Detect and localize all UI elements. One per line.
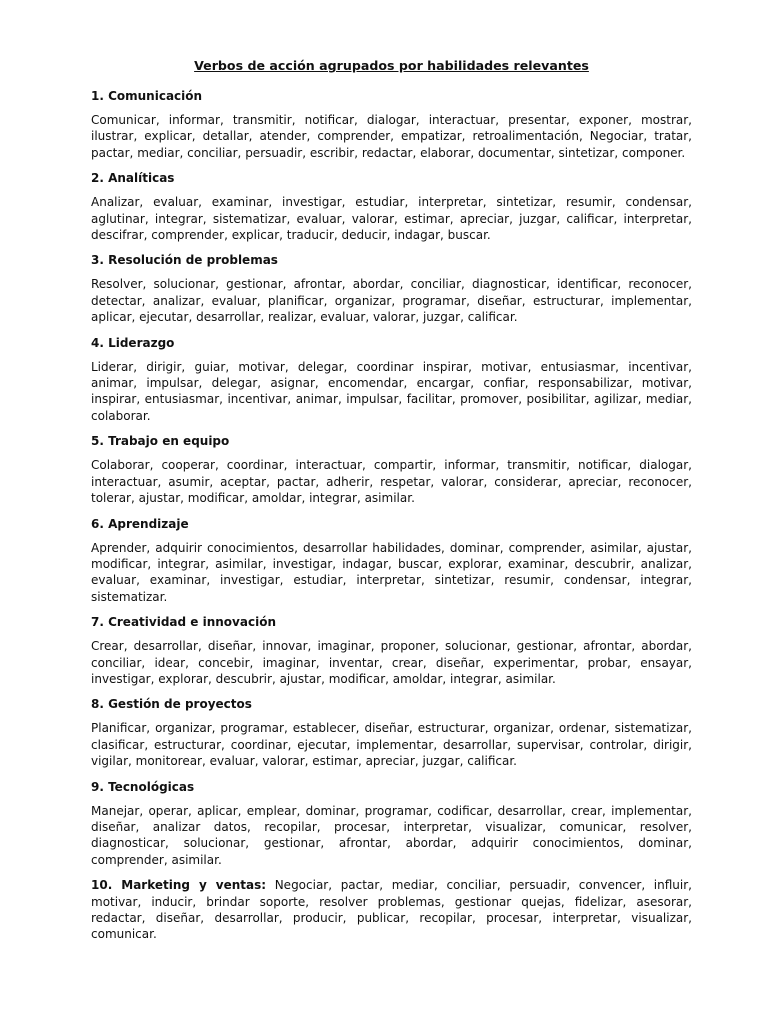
section-body-trabajo-equipo: Colaborar, cooperar, coordinar, interactuar, compartir, informar, transmitir, notificar, dialogar, interactuar, asumir, aceptar, pactar, adherir, respetar, valorar, considerar, apreciar, reconocer, tolerar, ajustar, modificar, amoldar, integrar, asimilar. <box>91 458 692 506</box>
section-body-tecnologicas: Manejar, operar, aplicar, emplear, dominar, programar, codificar, desarrollar, crear, implementar, diseñar, analizar datos, recopilar, procesar, interpretar, visualizar, comunicar, resolver, diagnosticar, solucionar, gestionar, afrontar, abordar, adquirir conocimientos, dominar, comprender, asimilar. <box>91 803 692 867</box>
section-body-marketing-ventas: Negociar, pactar, mediar, conciliar, persuadir, convencer, influir, motivar, inducir, brindar soporte, resolver problemas, gestionar quejas, fidelizar, asesorar, redactar, diseñar, desarrollar, producir, publicar, recopilar, procesar, interpretar, visualizar, comunicar. <box>91 878 692 942</box>
section-body-analiticas: Analizar, evaluar, examinar, investigar, estudiar, interpretar, sintetizar, resumir, condensar, aglutinar, integrar, sistematizar, evaluar, valorar, estimar, apreciar, juzgar, calificar, interpretar, descifrar, comprender, explicar, traducir, deducir, indagar, buscar. <box>91 195 692 243</box>
section-heading-liderazgo: 4. Liderazgo <box>91 335 175 350</box>
section-heading-creatividad: 7. Creatividad e innovación <box>91 615 276 630</box>
section-body-gestion-proyectos: Planificar, organizar, programar, establecer, diseñar, estructurar, organizar, ordenar, sistematizar, clasificar, estructurar, coordinar, ejecutar, implementar, desarrollar, supervisar, controlar, dirigir, vigilar, monitorear, evaluar, valorar, estimar, apreciar, juzgar, calificar. <box>91 721 692 769</box>
section-heading-analiticas: 2. Analíticas <box>91 171 175 186</box>
section-heading-marketing-ventas: 10. Marketing y ventas: <box>91 878 267 893</box>
section-body-liderazgo: Liderar, dirigir, guiar, motivar, delegar, coordinar inspirar, motivar, entusiasmar, incentivar, animar, impulsar, delegar, asignar, encomendar, encargar, confiar, responsabilizar, motivar, inspirar, entusiasmar, incentivar, animar, impulsar, facilitar, promover, posibilitar, agilizar, mediar, colaborar. <box>91 359 692 423</box>
section-body-aprendizaje: Aprender, adquirir conocimientos, desarrollar habilidades, dominar, comprender, asimilar, ajustar, modificar, integrar, asimilar, investigar, indagar, buscar, explorar, examinar, descubrir, analizar, evaluar, examinar, investigar, estudiar, interpretar, sintetizar, resumir, condensar, integrar, sistematizar. <box>91 540 692 604</box>
section-body-creatividad: Crear, desarrollar, diseñar, innovar, imaginar, proponer, solucionar, gestionar, afrontar, abordar, conciliar, idear, concebir, imaginar, inventar, crear, diseñar, experimentar, probar, ensayar, investigar, explorar, descubrir, ajustar, modificar, amoldar, integrar, asimilar. <box>91 639 692 686</box>
section-heading-resolucion-problemas: 3. Resolución de problemas <box>91 253 278 268</box>
section-heading-gestion-proyectos: 8. Gestión de proyectos <box>91 697 252 712</box>
document-title: Verbos de acción agrupados por habilidades relevantes <box>194 58 589 73</box>
section-marketing-ventas <box>91 877 692 943</box>
section-heading-aprendizaje: 6. Aprendizaje <box>91 516 189 531</box>
section-heading-trabajo-equipo: 5. Trabajo en equipo <box>91 434 230 449</box>
section-heading-comunicacion: 1. Comunicación <box>91 89 203 103</box>
section-heading-tecnologicas: 9. Tecnológicas <box>91 779 195 794</box>
section-body-comunicacion: Comunicar, informar, transmitir, notificar, dialogar, interactuar, presentar, exponer, mostrar, ilustrar, explicar, detallar, atender, comprender, empatizar, retroalimentación, Negociar, tratar, pactar, mediar, conciliar, persuadir, escribir, redactar, elaborar, documentar, sintetizar, componer. <box>91 113 692 160</box>
section-body-resolucion-problemas: Resolver, solucionar, gestionar, afrontar, abordar, conciliar, diagnosticar, identificar, reconocer, detectar, analizar, evaluar, planificar, organizar, programar, diseñar, estructurar, implementar, aplicar, ejecutar, desarrollar, realizar, evaluar, valorar, juzgar, calificar. <box>91 277 692 325</box>
